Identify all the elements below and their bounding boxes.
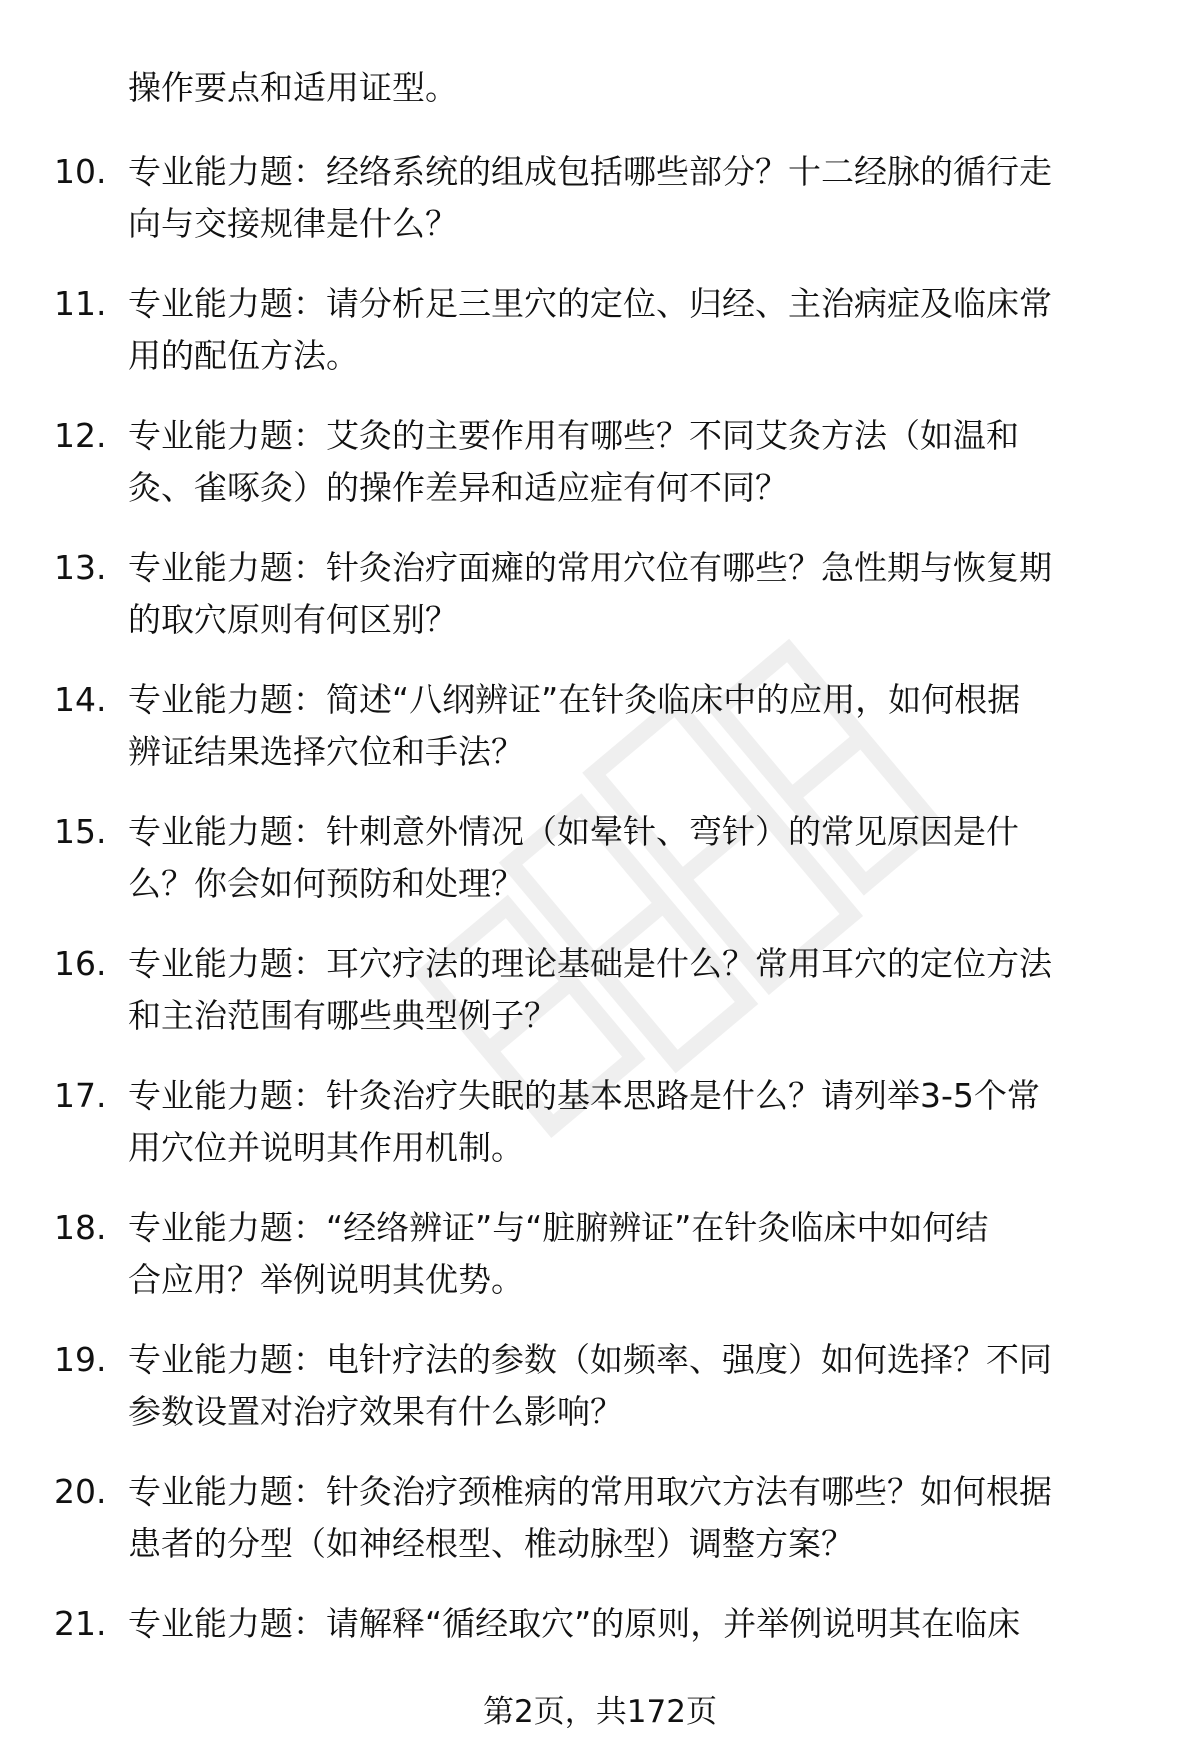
question-text-line: 专业能力题：经络系统的组成包括哪些部分？十二经脉的循行走 xyxy=(128,152,1052,191)
question-number: 11. xyxy=(54,284,107,323)
list-item xyxy=(0,806,1200,938)
question-text-line: 专业能力题：电针疗法的参数（如频率、强度）如何选择？不同 xyxy=(128,1340,1052,1379)
list-item xyxy=(0,542,1200,674)
list-item xyxy=(0,674,1200,806)
question-text-line: 灸、雀啄灸）的操作差异和适应症有何不同？ xyxy=(128,468,788,507)
question-text-line: 么？你会如何预防和处理？ xyxy=(128,864,524,903)
continuation-text: 操作要点和适用证型。 xyxy=(128,68,458,107)
list-item xyxy=(0,410,1200,542)
question-text-line: 参数设置对治疗效果有什么影响？ xyxy=(128,1392,623,1431)
question-text-line: 用的配伍方法。 xyxy=(128,336,359,375)
question-text-line: 专业能力题：请解释“循经取穴”的原则，并举例说明其在临床 xyxy=(128,1604,1021,1643)
question-number: 13. xyxy=(54,548,107,587)
question-text-line: 专业能力题：耳穴疗法的理论基础是什么？常用耳穴的定位方法 xyxy=(128,944,1052,983)
question-text-line: 专业能力题：针灸治疗失眠的基本思路是什么？请列举3-5个常 xyxy=(128,1076,1040,1115)
question-number: 18. xyxy=(54,1208,107,1247)
question-text-line: 的取穴原则有何区别？ xyxy=(128,600,458,639)
list-item xyxy=(0,1070,1200,1202)
question-number: 19. xyxy=(54,1340,107,1379)
list-item xyxy=(0,278,1200,410)
question-text-line: 专业能力题：简述“八纲辨证”在针灸临床中的应用，如何根据 xyxy=(128,680,1021,719)
question-number: 10. xyxy=(54,152,107,191)
page-footer: 第2页，共172页 xyxy=(483,1694,717,1730)
question-text-line: 合应用？举例说明其优势。 xyxy=(128,1260,524,1299)
question-text-line: 和主治范围有哪些典型例子？ xyxy=(128,996,557,1035)
question-text-line: 向与交接规律是什么？ xyxy=(128,204,458,243)
question-number: 12. xyxy=(54,416,107,455)
question-text-line: 专业能力题：针灸治疗面瘫的常用穴位有哪些？急性期与恢复期 xyxy=(128,548,1052,587)
question-text-line: 专业能力题：请分析足三里穴的定位、归经、主治病症及临床常 xyxy=(128,284,1052,323)
question-number: 16. xyxy=(54,944,107,983)
list-item xyxy=(0,146,1200,278)
question-text-line: 专业能力题：“经络辨证”与“脏腑辨证”在针灸临床中如何结 xyxy=(128,1208,989,1247)
question-number: 17. xyxy=(54,1076,107,1115)
question-number: 21. xyxy=(54,1604,107,1643)
question-text-line: 患者的分型（如神经根型、椎动脉型）调整方案？ xyxy=(128,1524,854,1563)
question-list xyxy=(0,146,1200,1730)
list-item xyxy=(0,1202,1200,1334)
list-item xyxy=(0,1334,1200,1466)
question-number: 15. xyxy=(54,812,107,851)
list-item xyxy=(0,1466,1200,1598)
question-text-line: 专业能力题：针刺意外情况（如晕针、弯针）的常见原因是什 xyxy=(128,812,1019,851)
question-number: 20. xyxy=(54,1472,107,1511)
question-text-line: 专业能力题：针灸治疗颈椎病的常用取穴方法有哪些？如何根据 xyxy=(128,1472,1052,1511)
question-text-line: 辨证结果选择穴位和手法？ xyxy=(128,732,524,771)
question-text-line: 专业能力题：艾灸的主要作用有哪些？不同艾灸方法（如温和 xyxy=(128,416,1019,455)
question-number: 14. xyxy=(54,680,107,719)
list-item xyxy=(0,938,1200,1070)
question-text-line: 用穴位并说明其作用机制。 xyxy=(128,1128,524,1167)
